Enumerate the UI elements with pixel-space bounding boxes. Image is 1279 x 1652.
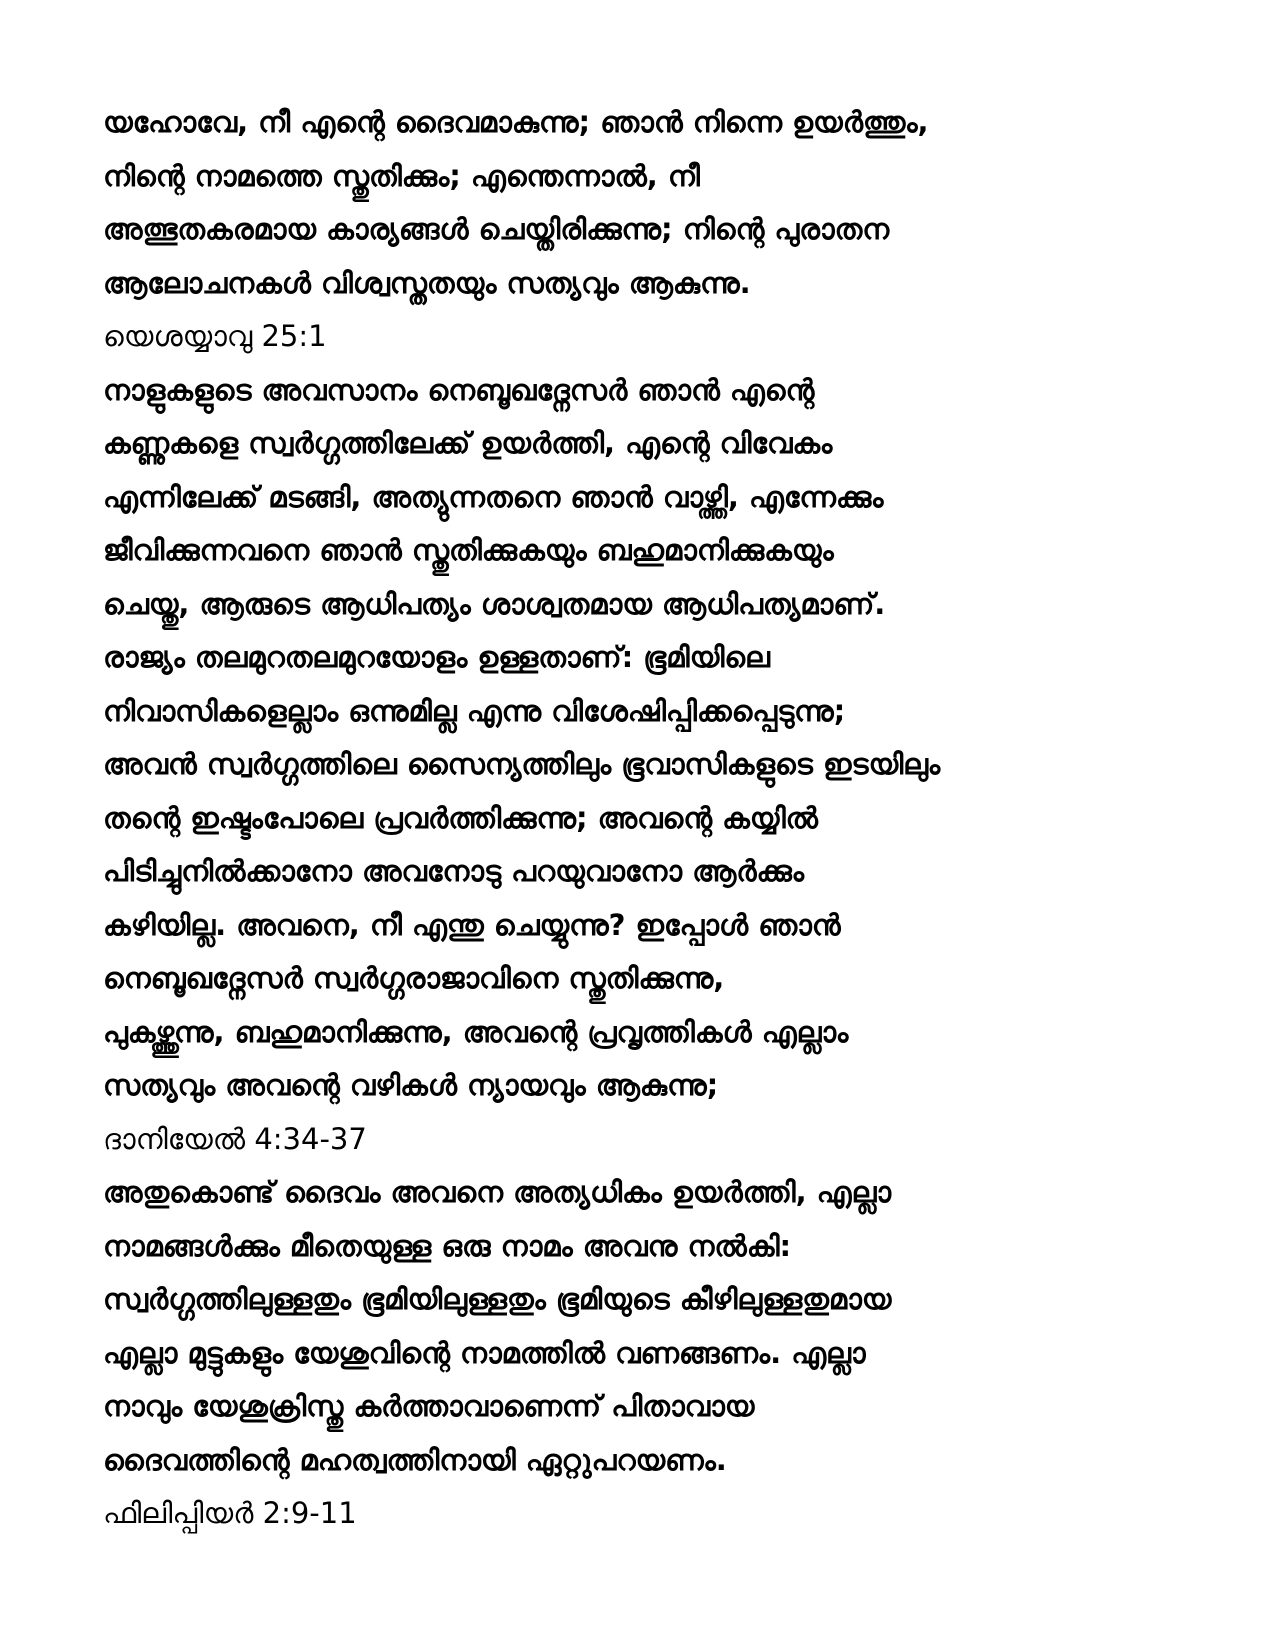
- passage-line: രാജ്യം തലമുറതലമുറയോളം ഉള്ളതാണ്: ഭൂമിയിലെ: [103, 640, 770, 674]
- passage-line: നാവും യേശുക്രിസ്തു കർത്താവാണെന്ന് പിതാവായ: [103, 1389, 755, 1423]
- passage-line: നെബൂഖദ്നേസർ സ്വർഗ്ഗരാജാവിനെ സ്തുതിക്കുന്നു,: [103, 961, 725, 995]
- passage-line: സ്വർഗ്ഗത്തിലുള്ളതും ഭൂമിയിലുള്ളതും ഭൂമിയുടെ കീഴിലുള്ളതുമായ: [103, 1282, 892, 1316]
- passage-line: യഹോവേ, നീ എന്റെ ദൈവമാകുന്നു; ഞാൻ നിന്നെ ഉയർത്തും,: [103, 105, 929, 139]
- passage-line: തന്റെ ഇഷ്ടംപോലെ പ്രവർത്തിക്കുന്നു; അവന്റെ കയ്യിൽ: [103, 800, 818, 835]
- passage-line: സത്യവും അവന്റെ വഴികൾ ന്യായവും ആകുന്നു;: [103, 1068, 719, 1102]
- passage-line: അവൻ സ്വർഗ്ഗത്തിലെ സൈന്യത്തിലും ഭൂവാസികളുടെ ഇടയിലും: [103, 747, 941, 781]
- passage-line: നിവാസികളെല്ലാം ഒന്നുമില്ല എന്നു വിശേഷിപ്പിക്കപ്പെടുന്നു;: [103, 693, 846, 728]
- scripture-text: [103, 96, 1203, 1541]
- passage-line: അതുകൊണ്ട് ദൈവം അവനെ അത്യധികം ഉയർത്തി, എല്ലാ: [103, 1175, 892, 1209]
- verse-reference: യെശയ്യാവു 25:1: [103, 319, 327, 353]
- passage-line: ദൈവത്തിന്റെ മഹത്വത്തിനായി ഏറ്റുപറയണം.: [103, 1442, 727, 1477]
- passage-line: ചെയ്തു, ആരുടെ ആധിപത്യം ശാശ്വതമായ ആധിപത്യമാണ്.: [103, 586, 886, 621]
- passage-line: പിടിച്ചുനിൽക്കാനോ അവനോടു പറയുവാനോ ആർക്കും: [103, 854, 804, 888]
- passage-line: എല്ലാ മുട്ടുകളും യേശുവിന്റെ നാമത്തിൽ വണങ്ങണം. എല്ലാ: [103, 1335, 866, 1370]
- passage-line: കഴിയില്ല. അവനെ, നീ എന്തു ചെയ്യുന്നു? ഇപ്പോൾ ഞാൻ: [103, 907, 841, 942]
- passage-line: ജീവിക്കുന്നവനെ ഞാൻ സ്തുതിക്കുകയും ബഹുമാനിക്കുകയും: [103, 533, 834, 567]
- verse-reference: ദാനിയേൽ 4:34-37: [103, 1121, 367, 1156]
- passage-line: നാമങ്ങൾക്കും മീതെയുള്ള ഒരു നാമം അവനു നൽകി:: [103, 1228, 792, 1263]
- passage-line: നാളുകളുടെ അവസാനം നെബൂഖദ്നേസർ ഞാൻ എന്റെ: [103, 372, 815, 407]
- passage-line: അത്ഭുതകരമായ കാര്യങ്ങൾ ചെയ്തിരിക്കുന്നു; നിന്റെ പുരാതന: [103, 212, 890, 246]
- passage-line: കണ്ണുകളെ സ്വർഗ്ഗത്തിലേക്ക് ഉയർത്തി, എന്റെ വിവേകം: [103, 426, 833, 460]
- passage-line: നിന്റെ നാമത്തെ സ്തുതിക്കും; എന്തെന്നാൽ, നീ: [103, 158, 700, 193]
- passage-line: പുകഴ്ത്തുന്നു, ബഹുമാനിക്കുന്നു, അവന്റെ പ്രവൃത്തികൾ എല്ലാം: [103, 1014, 849, 1049]
- verse-reference: ഫിലിപ്പിയർ 2:9-11: [103, 1496, 357, 1530]
- passage-line: ആലോചനകൾ വിശ്വസ്തതയും സത്യവും ആകുന്നു.: [103, 265, 751, 300]
- passage-line: എന്നിലേക്ക് മടങ്ങി, അത്യുന്നതനെ ഞാൻ വാഴ്ത്തി, എന്നേക്കും: [103, 479, 884, 514]
